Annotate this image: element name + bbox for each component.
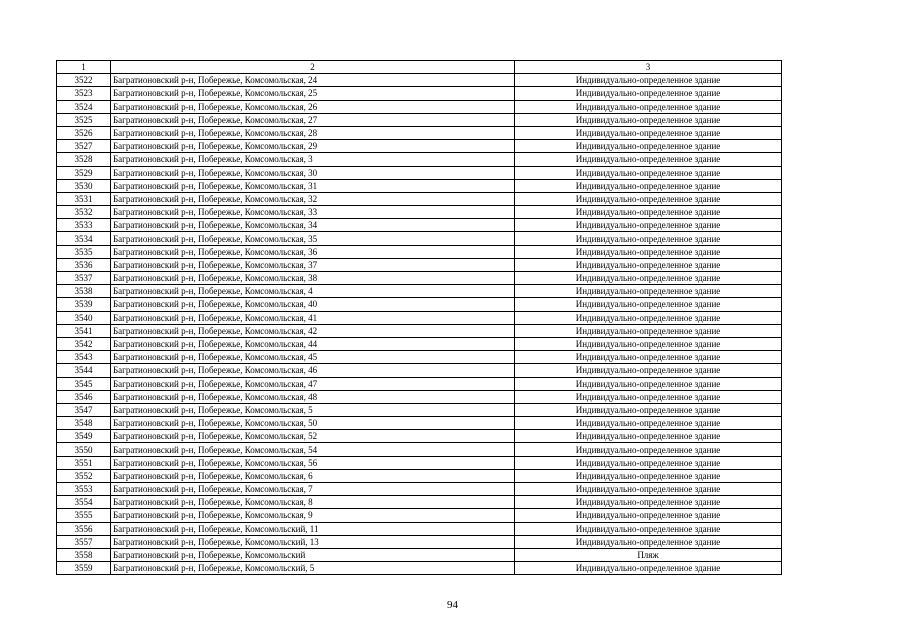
table-row	[57, 87, 782, 100]
row-number-cell: 3552	[57, 469, 111, 482]
object-type-cell: Индивидуально-определенное здание	[515, 311, 782, 324]
row-number-cell: 3535	[57, 245, 111, 258]
table-row	[57, 483, 782, 496]
object-type-cell: Индивидуально-определенное здание	[515, 153, 782, 166]
object-type-cell: Индивидуально-определенное здание	[515, 443, 782, 456]
table-row	[57, 166, 782, 179]
row-number-cell: 3547	[57, 403, 111, 416]
address-cell: Багратионовский р-н, Побережье, Комсомольская, 38	[111, 272, 515, 285]
row-number-cell: 3529	[57, 166, 111, 179]
row-number-cell: 3545	[57, 377, 111, 390]
row-number-cell: 3533	[57, 219, 111, 232]
row-number-cell: 3528	[57, 153, 111, 166]
row-number-cell: 3548	[57, 417, 111, 430]
row-number-cell: 3553	[57, 483, 111, 496]
table-row	[57, 351, 782, 364]
column-number-row	[57, 61, 782, 74]
object-type-cell: Индивидуально-определенное здание	[515, 483, 782, 496]
object-type-cell: Индивидуально-определенное здание	[515, 166, 782, 179]
address-cell: Багратионовский р-н, Побережье, Комсомольский, 11	[111, 522, 515, 535]
table-row	[57, 258, 782, 271]
object-type-cell: Индивидуально-определенное здание	[515, 456, 782, 469]
address-cell: Багратионовский р-н, Побережье, Комсомольская, 46	[111, 364, 515, 377]
object-type-cell: Индивидуально-определенное здание	[515, 377, 782, 390]
row-number-cell: 3540	[57, 311, 111, 324]
address-cell: Багратионовский р-н, Побережье, Комсомольская, 36	[111, 245, 515, 258]
table-row	[57, 153, 782, 166]
row-number-cell: 3530	[57, 179, 111, 192]
address-cell: Багратионовский р-н, Побережье, Комсомольская, 44	[111, 337, 515, 350]
object-type-cell: Индивидуально-определенное здание	[515, 179, 782, 192]
object-type-cell: Индивидуально-определенное здание	[515, 87, 782, 100]
address-cell: Багратионовский р-н, Побережье, Комсомольская, 40	[111, 298, 515, 311]
row-number-cell: 3558	[57, 548, 111, 561]
table-row	[57, 192, 782, 205]
table-row	[57, 430, 782, 443]
table-row	[57, 272, 782, 285]
table-row	[57, 74, 782, 87]
address-cell: Багратионовский р-н, Побережье, Комсомольская, 37	[111, 258, 515, 271]
row-number-cell: 3527	[57, 140, 111, 153]
table-row	[57, 179, 782, 192]
row-number-cell: 3541	[57, 324, 111, 337]
address-cell: Багратионовский р-н, Побережье, Комсомольская, 45	[111, 351, 515, 364]
object-type-cell: Индивидуально-определенное здание	[515, 417, 782, 430]
table-row	[57, 113, 782, 126]
table-row	[57, 522, 782, 535]
object-type-cell: Индивидуально-определенное здание	[515, 364, 782, 377]
address-cell: Багратионовский р-н, Побережье, Комсомольская, 28	[111, 126, 515, 139]
table-row	[57, 311, 782, 324]
object-type-cell: Индивидуально-определенное здание	[515, 535, 782, 548]
address-cell: Багратионовский р-н, Побережье, Комсомольская, 33	[111, 206, 515, 219]
row-number-cell: 3542	[57, 337, 111, 350]
table-row	[57, 232, 782, 245]
table-row	[57, 364, 782, 377]
table-row	[57, 100, 782, 113]
table-row	[57, 219, 782, 232]
object-type-cell: Индивидуально-определенное здание	[515, 258, 782, 271]
table-row	[57, 403, 782, 416]
row-number-cell: 3537	[57, 272, 111, 285]
column-number-3: 3	[515, 61, 782, 74]
object-type-cell: Индивидуально-определенное здание	[515, 140, 782, 153]
address-cell: Багратионовский р-н, Побережье, Комсомольская, 32	[111, 192, 515, 205]
address-cell: Багратионовский р-н, Побережье, Комсомольская, 6	[111, 469, 515, 482]
row-number-cell: 3555	[57, 509, 111, 522]
object-type-cell: Индивидуально-определенное здание	[515, 285, 782, 298]
row-number-cell: 3538	[57, 285, 111, 298]
address-cell: Багратионовский р-н, Побережье, Комсомольская, 31	[111, 179, 515, 192]
object-type-cell: Индивидуально-определенное здание	[515, 298, 782, 311]
row-number-cell: 3534	[57, 232, 111, 245]
row-number-cell: 3556	[57, 522, 111, 535]
table-row	[57, 245, 782, 258]
object-type-cell: Индивидуально-определенное здание	[515, 192, 782, 205]
object-type-cell: Индивидуально-определенное здание	[515, 219, 782, 232]
table-row	[57, 496, 782, 509]
object-type-cell: Индивидуально-определенное здание	[515, 469, 782, 482]
table-row	[57, 126, 782, 139]
table-row	[57, 548, 782, 561]
object-type-cell: Индивидуально-определенное здание	[515, 126, 782, 139]
object-type-cell: Индивидуально-определенное здание	[515, 522, 782, 535]
row-number-cell: 3551	[57, 456, 111, 469]
page-number: 94	[447, 599, 458, 611]
address-cell: Багратионовский р-н, Побережье, Комсомольская, 27	[111, 113, 515, 126]
row-number-cell: 3524	[57, 100, 111, 113]
object-type-cell: Индивидуально-определенное здание	[515, 337, 782, 350]
object-type-cell: Индивидуально-определенное здание	[515, 509, 782, 522]
table-row	[57, 324, 782, 337]
address-cell: Багратионовский р-н, Побережье, Комсомольский, 5	[111, 562, 515, 575]
table-row	[57, 206, 782, 219]
address-cell: Багратионовский р-н, Побережье, Комсомольская, 35	[111, 232, 515, 245]
address-cell: Багратионовский р-н, Побережье, Комсомольская, 42	[111, 324, 515, 337]
table-row	[57, 140, 782, 153]
object-type-cell: Индивидуально-определенное здание	[515, 113, 782, 126]
row-number-cell: 3531	[57, 192, 111, 205]
object-type-cell: Индивидуально-определенное здание	[515, 232, 782, 245]
address-cell: Багратионовский р-н, Побережье, Комсомольская, 26	[111, 100, 515, 113]
table-row	[57, 377, 782, 390]
row-number-cell: 3532	[57, 206, 111, 219]
table-row	[57, 390, 782, 403]
address-cell: Багратионовский р-н, Побережье, Комсомольская, 9	[111, 509, 515, 522]
property-register-body	[57, 61, 782, 575]
row-number-cell: 3525	[57, 113, 111, 126]
object-type-cell: Индивидуально-определенное здание	[515, 430, 782, 443]
row-number-cell: 3557	[57, 535, 111, 548]
row-number-cell: 3543	[57, 351, 111, 364]
object-type-cell: Индивидуально-определенное здание	[515, 403, 782, 416]
column-number-2: 2	[111, 61, 515, 74]
table-row	[57, 443, 782, 456]
row-number-cell: 3536	[57, 258, 111, 271]
address-cell: Багратионовский р-н, Побережье, Комсомольская, 41	[111, 311, 515, 324]
address-cell: Багратионовский р-н, Побережье, Комсомольская, 8	[111, 496, 515, 509]
table-row	[57, 509, 782, 522]
row-number-cell: 3539	[57, 298, 111, 311]
table-row	[57, 535, 782, 548]
column-number-1: 1	[57, 61, 111, 74]
table-row	[57, 298, 782, 311]
address-cell: Багратионовский р-н, Побережье, Комсомольская, 7	[111, 483, 515, 496]
object-type-cell: Индивидуально-определенное здание	[515, 100, 782, 113]
row-number-cell: 3544	[57, 364, 111, 377]
object-type-cell: Индивидуально-определенное здание	[515, 206, 782, 219]
address-cell: Багратионовский р-н, Побережье, Комсомольская, 4	[111, 285, 515, 298]
address-cell: Багратионовский р-н, Побережье, Комсомольская, 54	[111, 443, 515, 456]
table-row	[57, 469, 782, 482]
table-row	[57, 337, 782, 350]
row-number-cell: 3549	[57, 430, 111, 443]
table-row	[57, 562, 782, 575]
address-cell: Багратионовский р-н, Побережье, Комсомольская, 25	[111, 87, 515, 100]
table-row	[57, 456, 782, 469]
row-number-cell: 3526	[57, 126, 111, 139]
object-type-cell: Индивидуально-определенное здание	[515, 324, 782, 337]
object-type-cell: Пляж	[515, 548, 782, 561]
row-number-cell: 3559	[57, 562, 111, 575]
address-cell: Багратионовский р-н, Побережье, Комсомольская, 5	[111, 403, 515, 416]
address-cell: Багратионовский р-н, Побережье, Комсомольская, 34	[111, 219, 515, 232]
table-row	[57, 417, 782, 430]
address-cell: Багратионовский р-н, Побережье, Комсомольская, 24	[111, 74, 515, 87]
object-type-cell: Индивидуально-определенное здание	[515, 496, 782, 509]
row-number-cell: 3550	[57, 443, 111, 456]
address-cell: Багратионовский р-н, Побережье, Комсомольская, 29	[111, 140, 515, 153]
table-row	[57, 285, 782, 298]
object-type-cell: Индивидуально-определенное здание	[515, 562, 782, 575]
object-type-cell: Индивидуально-определенное здание	[515, 351, 782, 364]
address-cell: Багратионовский р-н, Побережье, Комсомольская, 30	[111, 166, 515, 179]
address-cell: Багратионовский р-н, Побережье, Комсомольская, 47	[111, 377, 515, 390]
row-number-cell: 3522	[57, 74, 111, 87]
object-type-cell: Индивидуально-определенное здание	[515, 272, 782, 285]
address-cell: Багратионовский р-н, Побережье, Комсомольский	[111, 548, 515, 561]
row-number-cell: 3554	[57, 496, 111, 509]
property-register-table	[56, 60, 782, 575]
address-cell: Багратионовский р-н, Побережье, Комсомольская, 50	[111, 417, 515, 430]
address-cell: Багратионовский р-н, Побережье, Комсомольская, 3	[111, 153, 515, 166]
address-cell: Багратионовский р-н, Побережье, Комсомольская, 48	[111, 390, 515, 403]
object-type-cell: Индивидуально-определенное здание	[515, 74, 782, 87]
object-type-cell: Индивидуально-определенное здание	[515, 390, 782, 403]
address-cell: Багратионовский р-н, Побережье, Комсомольская, 56	[111, 456, 515, 469]
address-cell: Багратионовский р-н, Побережье, Комсомольская, 52	[111, 430, 515, 443]
row-number-cell: 3546	[57, 390, 111, 403]
address-cell: Багратионовский р-н, Побережье, Комсомольский, 13	[111, 535, 515, 548]
object-type-cell: Индивидуально-определенное здание	[515, 245, 782, 258]
row-number-cell: 3523	[57, 87, 111, 100]
